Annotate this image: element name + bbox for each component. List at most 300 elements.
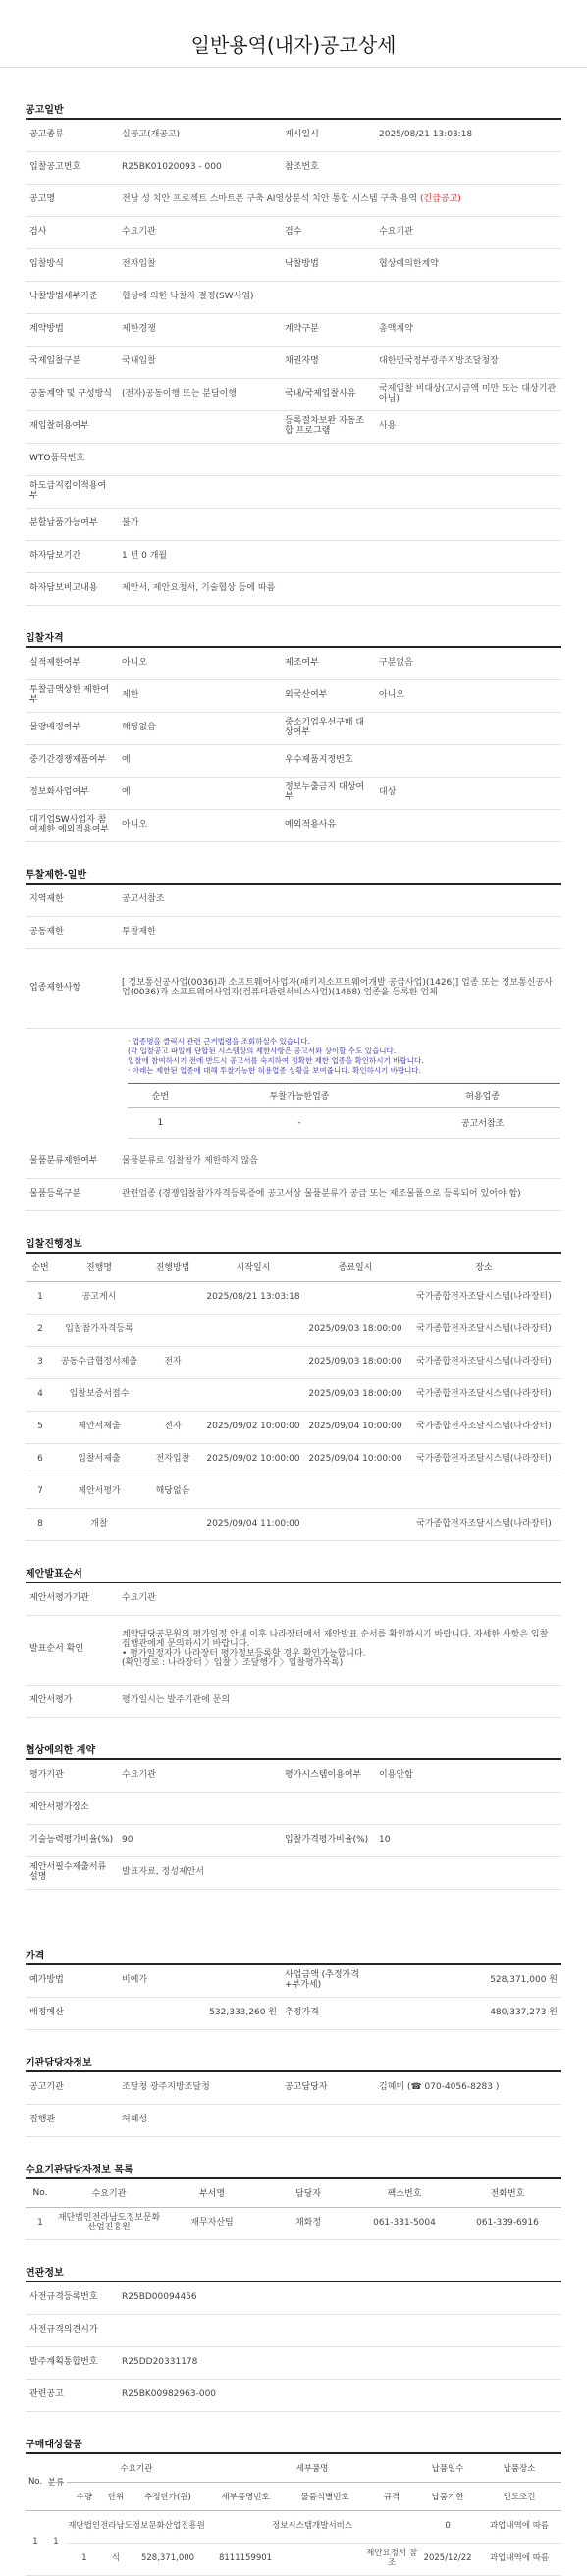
table-row — [26, 541, 561, 573]
field-label: 사전규격의견시가 — [26, 2314, 118, 2346]
table-cell — [143, 1281, 202, 1314]
field-label: 등록절차보완 자동조합 프로그램 — [281, 411, 375, 444]
column-header: 진행방법 — [143, 1254, 202, 1282]
table-cell: 입찰참가자격등록 — [55, 1314, 143, 1346]
field-value: 협상에의한계약 — [375, 249, 561, 282]
field-value: 평가일시는 발주기관에 문의 — [118, 1685, 561, 1717]
table-row — [26, 1824, 561, 1856]
table-cell — [285, 2543, 365, 2575]
table-cell: 2 — [26, 1314, 55, 1346]
table-row — [26, 476, 561, 509]
section-proposal-heading: 제안발표순서 — [26, 1565, 561, 1583]
table-cell: 국가종합전자조달시스템(나라장터) — [406, 1411, 561, 1443]
field-label: 국제입찰구분 — [26, 347, 118, 379]
general-table — [26, 120, 561, 606]
field-value: 528,371,000 원 — [375, 1965, 561, 1998]
field-value: 협상에 의한 낙찰자 결정(SW사업) — [118, 282, 561, 314]
field-label: 낙찰방법세부기준 — [26, 282, 118, 314]
notice-line: 입찰에 참여하시기 전에 반드시 공고서를 숙지하여 정확한 제한 업종을 확인하시기 바랍니다. — [128, 1056, 424, 1066]
field-value: 아니오 — [118, 810, 281, 842]
field-label: 입찰방식 — [26, 249, 118, 282]
column-header: 허용업종 — [405, 1083, 560, 1107]
table-cell: 개찰 — [55, 1508, 143, 1540]
column-header: 팩스번호 — [355, 2179, 454, 2208]
table-cell: 국가종합전자조달시스템(나라장터) — [406, 1378, 561, 1411]
table-row — [26, 1378, 561, 1411]
table-cell: 1 — [26, 1281, 55, 1314]
table-row — [26, 1411, 561, 1443]
negotiation-table — [26, 1760, 561, 1890]
table-cell: 2025/09/03 18:00:00 — [304, 1314, 406, 1346]
table-cell: 국가종합전자조달시스템(나라장터) — [406, 1508, 561, 1540]
schedule-table — [26, 1254, 561, 1541]
table-header-row — [26, 2179, 561, 2208]
table-cell — [304, 1476, 406, 1508]
field-value: 532,333,260 원 — [118, 1997, 281, 2029]
urgent-badge: (긴급공고) — [419, 194, 461, 205]
table-header-row — [26, 2482, 561, 2510]
field-label: 국내/국제입찰사유 — [281, 379, 375, 411]
field-label: 입찰가격평가비율(%) — [281, 1824, 375, 1856]
table-cell: 국가종합전자조달시스템(나라장터) — [406, 1346, 561, 1378]
section-price-heading: 가격 — [26, 1947, 561, 1965]
column-header: 추정단가(원) — [130, 2482, 206, 2510]
table-cell: 국가종합전자조달시스템(나라장터) — [406, 1443, 561, 1476]
field-value: 1 년 0 개월 — [118, 541, 561, 573]
column-header: 시작일시 — [202, 1254, 304, 1282]
field-label: 대기업SW사업자 참여제한 예외적용여부 — [26, 810, 118, 842]
field-value: 2025/08/21 13:03:18 — [375, 120, 561, 152]
table-cell: 공고서참조 — [405, 1107, 560, 1138]
table-row — [26, 1178, 561, 1210]
field-value: (전자)공동이행 또는 분담이행 — [118, 379, 281, 411]
announce-info — [118, 1615, 561, 1685]
field-label: 검사 — [26, 217, 118, 249]
field-label: 제안서평가장소 — [26, 1792, 118, 1824]
table-row — [26, 1147, 561, 1179]
field-value: 이용안함 — [375, 1760, 561, 1793]
field-value: 예 — [118, 778, 281, 810]
table-cell: 과업내역에 따름 — [477, 2510, 561, 2543]
table-row — [26, 810, 561, 842]
column-header: 수량 — [67, 2482, 102, 2510]
field-value: 대한민국정부광주지방조달청장 — [375, 347, 561, 379]
column-header: No. — [26, 2454, 45, 2511]
table-cell — [202, 1314, 304, 1346]
table-row — [26, 314, 561, 347]
field-label: 분할납품가능여부 — [26, 509, 118, 541]
table-row — [26, 444, 561, 476]
field-value: 제한 — [118, 680, 281, 713]
table-row — [26, 2072, 561, 2105]
price-table — [26, 1965, 561, 2030]
table-cell: 2025/08/21 13:03:18 — [202, 1281, 304, 1314]
table-cell — [304, 1281, 406, 1314]
field-label: 발주계획통합번호 — [26, 2346, 118, 2379]
table-cell: 1 — [67, 2543, 102, 2575]
section-qualification-heading: 입찰자격 — [26, 629, 561, 648]
table-row — [26, 2543, 561, 2575]
column-header: 수요기관 — [55, 2179, 163, 2208]
table-row — [26, 648, 561, 680]
field-label: 채권자명 — [281, 347, 375, 379]
table-row — [26, 249, 561, 282]
table-cell: 과업내역에 따름 — [477, 2543, 561, 2575]
field-label: 제안서평가 — [26, 1685, 118, 1717]
column-header: 장소 — [406, 1254, 561, 1282]
table-cell: 국가종합전자조달시스템(나라장터) — [406, 1314, 561, 1346]
table-cell: 2025/09/02 10:00:00 — [202, 1443, 304, 1476]
field-value: 허혜성 — [118, 2104, 561, 2136]
field-value — [118, 444, 561, 476]
table-header-row — [26, 2454, 561, 2483]
field-label: 참조번호 — [281, 152, 375, 185]
table-cell: 전자 — [143, 1411, 202, 1443]
table-cell — [143, 1378, 202, 1411]
table-cell: 2025/12/22 — [418, 2543, 477, 2575]
field-value — [375, 745, 561, 778]
table-cell: 8 — [26, 1508, 55, 1540]
table-row — [26, 778, 561, 810]
field-value: 물품분류로 입찰참가 제한하지 않음 — [118, 1147, 561, 1179]
section-purchase-heading: 구매대상물품 — [26, 2436, 561, 2454]
qualification-table — [26, 648, 561, 842]
table-cell: 2025/09/04 10:00:00 — [304, 1411, 406, 1443]
table-cell: 2025/09/03 18:00:00 — [304, 1346, 406, 1378]
field-label: 낙찰방법 — [281, 249, 375, 282]
table-row — [26, 1476, 561, 1508]
field-value — [375, 713, 561, 745]
field-label: 예가방법 — [26, 1965, 118, 1998]
table-row — [26, 1583, 561, 1616]
table-cell — [143, 1314, 202, 1346]
table-row — [26, 1508, 561, 1540]
field-value: 국내입찰 — [118, 347, 281, 379]
table-cell: 7 — [26, 1476, 55, 1508]
notice-line: · 아래는 제한된 업종에 대해 투찰가능한 허용업종 상황을 보여줍니다. 확인하시기 바랍니다. — [128, 1066, 422, 1076]
column-header: 세부품명번호 — [206, 2482, 285, 2510]
table-cell: 재무자산팀 — [163, 2207, 261, 2239]
table-cell: 1 — [26, 2510, 45, 2575]
field-label: 발표순서 확인 — [26, 1615, 118, 1685]
column-header: 담당자 — [261, 2179, 355, 2208]
field-value: 수요기관 — [375, 217, 561, 249]
column-header: 단위 — [102, 2482, 130, 2510]
column-header: 규격 — [365, 2482, 418, 2510]
field-value: 조달청 광주지방조달청 — [118, 2072, 281, 2105]
field-value: 김혜미 (☎ 070-4056-8283 ) — [375, 2072, 561, 2105]
field-value: 해당없음 — [118, 713, 281, 745]
table-row — [26, 282, 561, 314]
column-header: 종료일시 — [304, 1254, 406, 1282]
table-row — [26, 2510, 561, 2543]
table-cell: 8111159901 — [206, 2543, 285, 2575]
field-label: 검수 — [281, 217, 375, 249]
table-row — [26, 949, 561, 1029]
column-header: 물품식별번호 — [285, 2482, 365, 2510]
field-value: 국제입찰 비대상(고시금액 미만 또는 대상기관아님) — [375, 379, 561, 411]
column-header: 납품장소 — [477, 2454, 561, 2483]
column-header: 전화번호 — [454, 2179, 561, 2208]
table-row — [26, 1685, 561, 1717]
column-header: 부서명 — [163, 2179, 261, 2208]
table-row — [26, 379, 561, 411]
field-label: 사업금액 (추정가격+부가세) — [281, 1965, 375, 1998]
section-linked-heading: 연관정보 — [26, 2264, 561, 2282]
field-label: 재입찰허용여부 — [26, 411, 118, 444]
field-value: 수요기관 — [118, 217, 281, 249]
field-value: 불가 — [118, 509, 561, 541]
field-value: 사용 — [375, 411, 561, 444]
table-cell: - — [193, 1107, 406, 1138]
field-label: 물품분류제한여부 — [26, 1147, 118, 1179]
field-value: 구분없음 — [375, 648, 561, 680]
field-label: 하도급지킴이적용여부 — [26, 476, 118, 509]
section-restriction-heading: 투찰제한-일반 — [26, 866, 561, 885]
table-cell — [304, 1508, 406, 1540]
table-cell: 6 — [26, 1443, 55, 1476]
table-row — [26, 745, 561, 778]
table-cell — [202, 1346, 304, 1378]
table-row — [26, 120, 561, 152]
field-label: 사전규격등록번호 — [26, 2282, 118, 2315]
proposal-table — [26, 1583, 561, 1718]
field-label: 우수제품지정번호 — [281, 745, 375, 778]
table-row — [26, 1281, 561, 1314]
table-cell: 2025/09/03 18:00:00 — [304, 1378, 406, 1411]
section-negotiation-heading: 협상에의한 계약 — [26, 1742, 561, 1760]
field-label: 하자담보비고내용 — [26, 573, 118, 606]
column-header: 분류 — [45, 2454, 67, 2511]
table-row — [26, 217, 561, 249]
field-value — [118, 2314, 561, 2346]
field-value — [118, 1792, 561, 1824]
field-value — [118, 411, 281, 444]
table-row — [26, 185, 561, 217]
table-cell — [406, 1476, 561, 1508]
field-label: 입찰공고번호 — [26, 152, 118, 185]
field-value: 발표자료, 정성제안서 — [118, 1856, 561, 1889]
table-row — [26, 152, 561, 185]
table-row — [26, 509, 561, 541]
field-label: 지역제한 — [26, 885, 118, 917]
table-row — [26, 1760, 561, 1793]
field-value: 90 — [118, 1824, 281, 1856]
table-row — [26, 2314, 561, 2346]
restriction-table — [26, 885, 561, 1029]
field-value: 실공고(재공고) — [118, 120, 281, 152]
column-header: 진행명 — [55, 1254, 143, 1282]
purchase-table — [26, 2454, 561, 2576]
announce-text: (확인경로 : 나라장터 〉입찰 〉조달행가 〉입찰평가목록) — [122, 1658, 344, 1669]
table-cell: 2025/09/04 10:00:00 — [304, 1443, 406, 1476]
industry-restriction-link[interactable]: [ 정보통신공사업(0036)과 소프트웨어사업자(패키지소프트웨어개발 공급사업)(1426)] 업종 또는 정보통신공사업(0036)과 소프트웨어사업자(컴퓨터관련서비스사업)(1468) 업종을 등록한 업체 — [118, 949, 561, 1029]
field-label: 배정예산 — [26, 1997, 118, 2029]
table-row — [26, 1856, 561, 1889]
field-value: 예 — [118, 745, 281, 778]
column-header: 인도조건 — [477, 2482, 561, 2510]
table-cell: 1 — [128, 1107, 193, 1138]
field-label: 게시일시 — [281, 120, 375, 152]
table-cell: 채화정 — [261, 2207, 355, 2239]
table-cell: 0 — [418, 2510, 477, 2543]
table-row — [26, 885, 561, 917]
table-row — [128, 1107, 560, 1138]
table-cell: 재단법인전라남도정보문화산업진흥원 — [55, 2207, 163, 2239]
table-cell: 1 — [45, 2510, 67, 2575]
table-row — [26, 1346, 561, 1378]
field-value: 대상 — [375, 778, 561, 810]
field-value: 공고서참조 — [118, 885, 561, 917]
field-label: 제안서필수제출서류설명 — [26, 1856, 118, 1889]
officer-table — [26, 2072, 561, 2137]
notice-line: · 업종명을 클릭시 관련 근거법령을 조회하실수 있습니다. — [128, 1037, 310, 1046]
table-cell: 전자 — [143, 1346, 202, 1378]
field-label: WTO품목번호 — [26, 444, 118, 476]
allowed-industry-table — [128, 1083, 560, 1139]
table-cell: 061-331-5004 — [355, 2207, 454, 2239]
table-row — [26, 2207, 561, 2239]
field-label: 업종제한사항 — [26, 949, 118, 1029]
table-cell — [202, 1476, 304, 1508]
table-row — [26, 2379, 561, 2411]
field-value: 비예가 — [118, 1965, 281, 1998]
field-value: 투찰제한 — [118, 917, 561, 949]
field-label: 공동계약 및 구성방식 — [26, 379, 118, 411]
table-row — [26, 680, 561, 713]
table-cell: 제안서평가 — [55, 1476, 143, 1508]
table-row — [26, 1965, 561, 1998]
column-header: 세부품명 — [206, 2454, 418, 2483]
goods-table — [26, 1147, 561, 1211]
field-label: 실적제한여부 — [26, 648, 118, 680]
field-label: 계약방법 — [26, 314, 118, 347]
column-header: 납품기한 — [418, 2482, 477, 2510]
field-label: 계약구분 — [281, 314, 375, 347]
field-label: 투찰금액상한 제한여부 — [26, 680, 118, 713]
field-label: 물품등록구분 — [26, 1178, 118, 1210]
column-header: 순번 — [128, 1083, 193, 1107]
table-cell: 제안서제출 — [55, 1411, 143, 1443]
field-value: 아니오 — [375, 680, 561, 713]
table-row — [26, 1443, 561, 1476]
field-label: 공고종류 — [26, 120, 118, 152]
field-label: 관련공고 — [26, 2379, 118, 2411]
table-cell: 국가종합전자조달시스템(나라장터) — [406, 1281, 561, 1314]
field-value: R25BK01020093 - 000 — [118, 152, 281, 185]
notice-name-text: 전남 성 치안 프로젝트 스마트폰 구축 AI영상분석 치안 통합 시스템 구축 용역 — [122, 194, 418, 205]
field-label: 기술능력평가비율(%) — [26, 1824, 118, 1856]
table-row — [26, 1792, 561, 1824]
field-label: 추정가격 — [281, 1997, 375, 2029]
field-label: 제조여부 — [281, 648, 375, 680]
table-row — [26, 573, 561, 606]
table-cell: 5 — [26, 1411, 55, 1443]
table-row — [26, 1997, 561, 2029]
field-value: 10 — [375, 1824, 561, 1856]
table-row — [26, 2346, 561, 2379]
field-value: 제한경쟁 — [118, 314, 281, 347]
table-cell: 입찰보증서접수 — [55, 1378, 143, 1411]
column-header: 납품일수 — [418, 2454, 477, 2483]
table-row — [26, 1615, 561, 1685]
table-cell — [143, 1508, 202, 1540]
table-header-row — [128, 1083, 560, 1107]
column-header: 수요기관 — [67, 2454, 206, 2483]
related-notice-link[interactable]: R25BK00982963-000 — [118, 2379, 561, 2411]
table-cell: 2025/09/02 10:00:00 — [202, 1411, 304, 1443]
field-label: 물량배정여부 — [26, 713, 118, 745]
notice-name — [118, 185, 561, 217]
table-cell: 공고게시 — [55, 1281, 143, 1314]
field-label: 정보누출금지 대상여부 — [281, 778, 375, 810]
field-label: 공동제한 — [26, 917, 118, 949]
field-value: 수요기관 — [118, 1760, 281, 1793]
column-header: 투찰가능한업종 — [193, 1083, 406, 1107]
table-row — [26, 347, 561, 379]
table-cell: 4 — [26, 1378, 55, 1411]
column-header: 순번 — [26, 1254, 55, 1282]
field-value — [375, 810, 561, 842]
notice-line: (각 입찰공고 파일에 단합된 시스템상의 제한사항은 공고서와 상이할 수도 있습니다. — [128, 1046, 397, 1056]
table-cell: 3 — [26, 1346, 55, 1378]
field-value: 아니오 — [118, 648, 281, 680]
section-demand-officer-heading: 수요기관담당자정보 목록 — [26, 2161, 561, 2179]
prespec-link[interactable]: R25BD00094456 — [118, 2282, 561, 2315]
field-label: 중소기업우선구매 대상여부 — [281, 713, 375, 745]
section-schedule-heading: 입찰진행정보 — [26, 1235, 561, 1254]
table-cell: 1 — [26, 2207, 55, 2239]
table-cell: 입찰서제출 — [55, 1443, 143, 1476]
field-label: 하자담보기간 — [26, 541, 118, 573]
industry-notice — [128, 1037, 520, 1077]
field-value: 관련업종 (경쟁입찰참가자격등록증에 공고서상 물품분류가 공급 또는 제조물품으로 등록되어 있어야 함) — [118, 1178, 561, 1210]
field-label: 공고명 — [26, 185, 118, 217]
table-cell: 정보시스템개발서비스 — [206, 2510, 418, 2543]
section-officer-heading: 기관담당자정보 — [26, 2054, 561, 2072]
table-row — [26, 917, 561, 949]
table-row — [26, 411, 561, 444]
order-plan-link[interactable]: R25DD20331178 — [118, 2346, 561, 2379]
field-value — [118, 476, 561, 509]
field-label: 집행관 — [26, 2104, 118, 2136]
demand-officer-table — [26, 2179, 561, 2240]
section-general-heading: 공고일반 — [26, 101, 561, 120]
field-label: 공고기관 — [26, 2072, 118, 2105]
table-row — [26, 713, 561, 745]
table-header-row — [26, 1254, 561, 1282]
field-label: 제안서평가기관 — [26, 1583, 118, 1616]
field-label: 평가시스템이용여부 — [281, 1760, 375, 1793]
field-value: 총액계약 — [375, 314, 561, 347]
field-value: 전자입찰 — [118, 249, 281, 282]
field-value: 제안서, 제안요청서, 기술협상 등에 따름 — [118, 573, 561, 606]
field-label: 공고담당자 — [281, 2072, 375, 2105]
linked-table — [26, 2282, 561, 2412]
field-label: 정보화사업여부 — [26, 778, 118, 810]
field-label: 중기간경쟁제품여부 — [26, 745, 118, 778]
announce-text: 계약담당공무원의 평가일정 안내 이후 나라장터에서 제안발표 순서를 확인하시기 바랍니다. 자세한 사항은 입찰 집행관에게 문의하시기 바랍니다. — [122, 1629, 549, 1649]
announce-text: • 평가일정자가 나라장터 평가정보등록할 경우 확인가능합니다. — [122, 1648, 366, 1659]
table-cell — [202, 1378, 304, 1411]
field-label: 예외적용사유 — [281, 810, 375, 842]
field-label: 외국산여부 — [281, 680, 375, 713]
table-cell: 전자입찰 — [143, 1443, 202, 1476]
table-cell: 528,371,000 — [130, 2543, 206, 2575]
field-value: 480,337,273 원 — [375, 1997, 561, 2029]
table-row — [26, 2282, 561, 2315]
field-value: 수요기관 — [118, 1583, 561, 1616]
